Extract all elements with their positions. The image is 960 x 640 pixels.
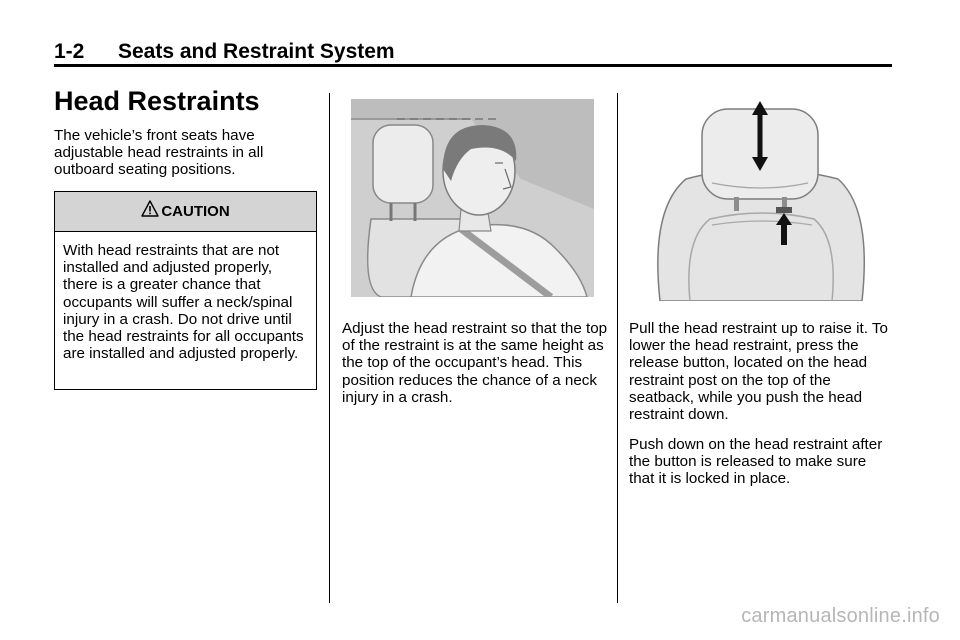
column-divider-2 xyxy=(617,93,618,603)
column3-paragraph-2: Push down on the head restraint after the button is released to make sure that it is locked in place. xyxy=(629,436,883,488)
page-number: 1-2 xyxy=(54,40,85,63)
caution-box xyxy=(54,191,317,390)
column3-paragraph-1: Pull the head restraint up to raise it. To lower the head restraint, press the release button, located on the head restraint post on the top of the seatback, while you push the head restraint down. xyxy=(629,320,888,424)
warning-triangle-icon xyxy=(141,200,159,223)
column2-paragraph: Adjust the head restraint so that the top of the restraint is at the same height as the top of the occupant’s head. This position reduces the chance of a neck injury in a crash. xyxy=(342,320,608,406)
column-divider-1 xyxy=(329,93,330,603)
section-title: Head Restraints xyxy=(54,86,260,116)
caution-label: CAUTION xyxy=(161,203,230,220)
chapter-title: Seats and Restraint System xyxy=(118,40,395,63)
caution-header xyxy=(55,192,316,232)
caution-text: With head restraints that are not installed and adjusted properly, there is a greater chance that occupants will suffer a neck/spinal injury in a crash. Do not drive until the head restraints for all occupants are installed and adjusted properly. xyxy=(63,242,304,363)
header-rule xyxy=(54,64,892,67)
watermark: carmanualsonline.info xyxy=(741,605,940,627)
head-restraint-adjustment-illustration xyxy=(650,99,874,301)
occupant-head-restraint-illustration xyxy=(351,99,594,297)
intro-paragraph: The vehicle’s front seats have adjustable head restraints in all outboard seating positions. xyxy=(54,127,264,179)
